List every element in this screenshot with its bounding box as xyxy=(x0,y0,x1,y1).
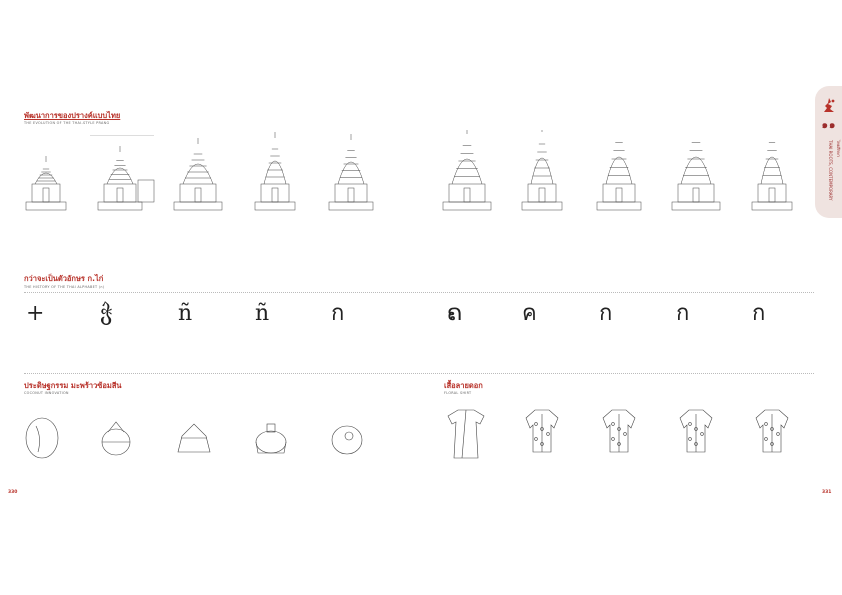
shirt-illustration-4 xyxy=(680,410,712,452)
alphabet-glyph-7: ค xyxy=(522,301,537,326)
alphabet-glyph-9: ก xyxy=(676,301,690,326)
coconut-illustration-4 xyxy=(256,424,286,453)
tab-label-en: THAI ROOTS, CONTEMPORARY xyxy=(828,140,833,201)
divider-1 xyxy=(24,292,814,293)
prang-illustration-8 xyxy=(597,130,641,210)
alphabet-subtitle: THE HISTORY OF THE THAI ALPHABET (ก) xyxy=(24,285,105,289)
alphabet-glyph-6: ຄ xyxy=(447,301,463,326)
alphabet-glyph-4: ñ xyxy=(255,301,270,326)
tab-label-thai: ไทยศึกษา xyxy=(836,140,841,157)
prang-illustration-3 xyxy=(174,138,222,210)
coconut-illustration-2 xyxy=(102,422,130,455)
shirt-illustration-1 xyxy=(448,410,484,458)
coconut-illustration-1 xyxy=(26,418,58,458)
object-drawings xyxy=(0,400,842,462)
prang-illustration-1 xyxy=(26,156,66,210)
prang-drawings xyxy=(0,130,842,212)
ganesha-logo-icon xyxy=(820,97,838,115)
prang-illustration-6 xyxy=(443,130,491,210)
shirt-subtitle: FLORAL SHIRT xyxy=(444,391,472,395)
coconut-subtitle: COCONUT INNOVATION xyxy=(24,391,69,395)
shirt-illustration-3 xyxy=(603,410,635,452)
shirt-illustration-5 xyxy=(756,410,788,452)
divider-2 xyxy=(24,373,814,374)
coconut-illustration-3 xyxy=(178,424,210,452)
prang-illustration-10 xyxy=(752,130,792,210)
page-number-right: 331 xyxy=(822,490,832,495)
prang-illustration-4 xyxy=(255,132,295,210)
page-number-left: 330 xyxy=(8,490,18,495)
shirt-title: เสื้อลายดอก xyxy=(444,381,483,390)
prang-illustration-7 xyxy=(522,130,562,210)
alphabet-glyph-10: ก xyxy=(752,301,766,326)
prang-illustration-2 xyxy=(98,146,154,210)
coconut-title: ประดิษฐกรรม มะพร้าวซ้อมสีน xyxy=(24,381,122,390)
chapter-number: ๑๑ xyxy=(821,120,837,131)
alphabet-glyph-5: ก xyxy=(331,301,345,326)
shirt-illustration-2 xyxy=(526,410,558,452)
alphabet-title: กว่าจะเป็นตัวอักษร ก.ไก่ xyxy=(24,274,104,283)
alphabet-glyph-3: ñ xyxy=(178,301,193,326)
prang-illustration-5 xyxy=(329,134,373,210)
prang-subtitle: THE EVOLUTION OF THE THAI-STYLE PRANG xyxy=(24,121,110,125)
coconut-illustration-5 xyxy=(332,426,362,454)
alphabet-glyph-8: ก xyxy=(599,301,613,326)
alphabet-glyph-1: + xyxy=(26,301,45,326)
prang-illustration-9 xyxy=(672,130,720,210)
alphabet-glyph-2: ჭ xyxy=(100,301,113,326)
prang-title: พัฒนาการของปรางค์แบบไทย xyxy=(24,111,121,120)
